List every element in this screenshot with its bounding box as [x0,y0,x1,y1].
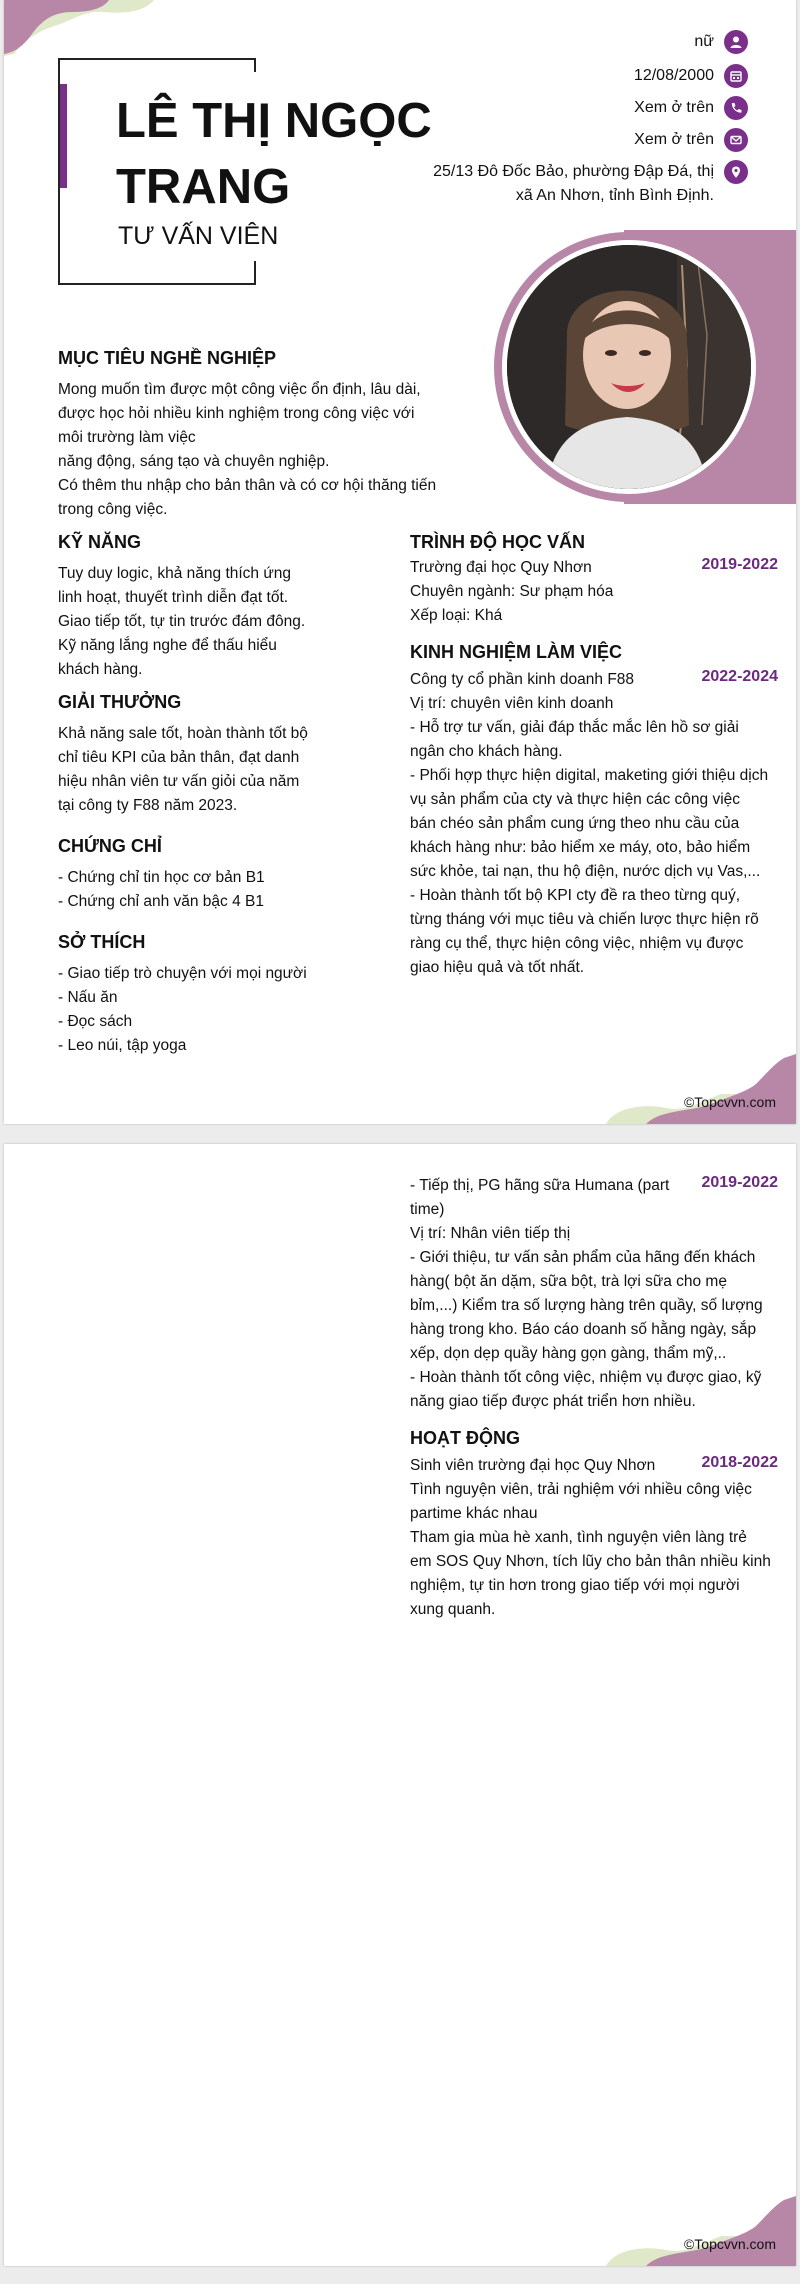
activities-line: Tham gia mùa hè xanh, tình nguyện viên làng trẻ [410,1529,747,1546]
activities-line: xung quanh. [410,1601,496,1618]
objective-line: Mong muốn tìm được một công việc ổn định, lâu dài, [58,381,421,398]
hobby-item: - Leo núi, tập yoga [58,1037,187,1054]
hobby-item: - Giao tiếp trò chuyện với mọi người [58,965,307,982]
job2-description [410,1246,778,1414]
contact-phone [634,96,748,120]
profile-photo [507,245,751,489]
footer-watermark: ©Topcvvn.com [683,1094,776,1110]
job1-line: khách hàng như: bảo hiểm xe máy, oto, bảo hiểm [410,839,751,856]
skills-body [58,562,320,682]
user-icon [724,30,748,54]
job1-line: bán chéo sản phẩm cung ứng theo nhu cầu của [410,815,740,832]
corner-decoration [606,1054,796,1124]
certificates-title: CHỨNG CHỈ [58,836,162,856]
objective-line: năng động, sáng tạo và chuyên nghiệp. [58,453,330,470]
contact-email [634,128,748,152]
education-major: Chuyên ngành: Sư phạm hóa [410,583,614,600]
full-name [116,88,432,220]
job1-line: vụ sản phẩm của cty và thực hiện các công việc [410,791,741,808]
job2-years: 2019-2022 [701,1174,778,1191]
education-school: Trường đại học Quy Nhơn [410,559,592,576]
job1-description [410,716,778,980]
job2-position: Vị trí: Nhân viên tiếp thị [410,1225,571,1242]
job-title: TƯ VẤN VIÊN [118,222,279,250]
job1-line: - Hoàn thành tốt bộ KPI cty đề ra theo từng quý, [410,887,741,904]
resume-page-2 [4,1144,796,2266]
job2-company-line: time) [410,1201,445,1218]
activities-line: partime khác nhau [410,1505,538,1522]
activities-line: Tình nguyện viên, trải nghiệm với nhiều công việc [410,1481,752,1498]
education-grade: Xếp loại: Khá [410,607,503,624]
job2-line: - Giới thiệu, tư vấn sản phẩm của hãng đến khách [410,1249,756,1266]
skills-line: Kỹ năng lắng nghe để thấu hiểu [58,637,277,654]
job1-line: - Hỗ trợ tư vấn, giải đáp thắc mắc lên hồ sơ giải [410,719,739,736]
activities-years: 2018-2022 [701,1454,778,1471]
hobby-item: - Đọc sách [58,1013,133,1030]
skills-title: KỸ NĂNG [58,532,142,552]
objective-body [58,378,452,522]
job1-line: sức khỏe, tai nạn, thu hộ điện, nước dịch vụ Vas,... [410,863,761,880]
activities-line: em SOS Quy Nhơn, tích lũy cho bản thân nhiều kinh [410,1553,771,1570]
activities-org: Sinh viên trường đại học Quy Nhơn [410,1457,656,1474]
education-years: 2019-2022 [701,556,778,573]
job2-line: xếp, dọn dẹp quầy hàng gọn gàng, thẩm mỹ,.. [410,1345,727,1362]
certificates-list [58,866,320,914]
objective-line: trong công việc. [58,501,168,518]
job2-line: hàng trong kho. Báo cáo doanh số hằng ngày, sắp [410,1321,757,1338]
job2-line: bỉm,...) Kiểm tra số lượng hàng trên quầy, số lượng [410,1297,763,1314]
resume-page-1 [4,0,796,1124]
job1-line: ngân cho khách hàng. [410,743,563,760]
job1-line: từng tháng với mục tiêu và chiến lược thực hiện rõ [410,911,759,928]
job2-line: hàng( bột ăn dặm, sữa bột, trà lợi sữa cho mẹ [410,1273,727,1290]
contact-address [433,160,748,208]
certificate-item: - Chứng chỉ tin học cơ bản B1 [58,869,265,886]
activities-description [410,1478,778,1622]
contact-gender [694,30,748,54]
job2-line: - Hoàn thành tốt công việc, nhiệm vụ được giao, kỹ [410,1369,762,1386]
job2-company [410,1174,680,1222]
awards-title: GIẢI THƯỞNG [58,692,182,712]
job1-position: Vị trí: chuyên viên kinh doanh [410,695,614,712]
job1-years: 2022-2024 [701,668,778,685]
awards-body [58,722,320,818]
job1-line: giao hiệu quả và tốt nhất. [410,959,585,976]
objective-line: môi trường làm việc [58,429,196,446]
gender-text: nữ [694,33,714,50]
certificate-item: - Chứng chỉ anh văn bậc 4 B1 [58,893,264,910]
skills-line: Tuy duy logic, khả năng thích ứng [58,565,291,582]
experience-title: KINH NGHIỆM LÀM VIỆC [410,642,623,662]
skills-line: khách hàng. [58,661,143,678]
activities-line: nghiệm, tự tin hơn trong giao tiếp với mọi người [410,1577,740,1594]
awards-line: tại công ty F88 năm 2023. [58,797,238,814]
job2-line: năng giao tiếp được phát triển hơn nhiều. [410,1393,696,1410]
awards-line: chỉ tiêu KPI của bản thân, đạt danh [58,749,300,766]
email-text: Xem ở trên [634,131,714,148]
objective-line: Có thêm thu nhập cho bản thân và có cơ hội thăng tiến [58,477,437,494]
skills-line: Giao tiếp tốt, tự tin trước đám đông. [58,613,306,630]
skills-line: linh hoạt, thuyết trình diễn đạt tốt. [58,589,289,606]
calendar-icon [724,64,748,88]
accent-bar [60,84,67,188]
activities-title: HOẠT ĐỘNG [410,1428,520,1448]
address-line-1: 25/13 Đô Đốc Bảo, phường Đập Đá, thị [433,163,714,180]
job1-line: ràng cụ thể, thực hiện công việc, nhiệm vụ được [410,935,744,952]
contact-dob [634,64,748,88]
corner-decoration [4,0,164,60]
name-line-1: LÊ THỊ NGỌC [116,94,432,148]
awards-line: hiệu nhân viên tư vấn giỏi của năm [58,773,300,790]
objective-line: được học hỏi nhiều kinh nghiệm trong công việc với [58,405,415,422]
education-title: TRÌNH ĐỘ HỌC VẤN [410,532,585,552]
address-text [433,160,714,208]
location-pin-icon [724,160,748,184]
job1-line: - Phối hợp thực hiện digital, maketing giới thiệu dịch [410,767,769,784]
hobby-item: - Nấu ăn [58,989,118,1006]
job1-company: Công ty cổ phần kinh doanh F88 [410,671,635,688]
phone-text: Xem ở trên [634,99,714,116]
dob-text: 12/08/2000 [633,67,714,84]
footer-watermark: ©Topcvvn.com [683,2236,776,2252]
address-line-2: xã An Nhơn, tỉnh Bình Định. [515,187,714,204]
mail-icon [724,128,748,152]
hobbies-list [58,962,320,1058]
job2-company-line: - Tiếp thị, PG hãng sữa Humana (part [410,1177,670,1194]
phone-icon [724,96,748,120]
hobbies-title: SỞ THÍCH [58,932,146,952]
corner-decoration [606,2196,796,2266]
awards-line: Khả năng sale tốt, hoàn thành tốt bộ [58,725,308,742]
name-line-2: TRANG [116,160,291,214]
objective-title: MỤC TIÊU NGHỀ NGHIỆP [58,348,277,368]
